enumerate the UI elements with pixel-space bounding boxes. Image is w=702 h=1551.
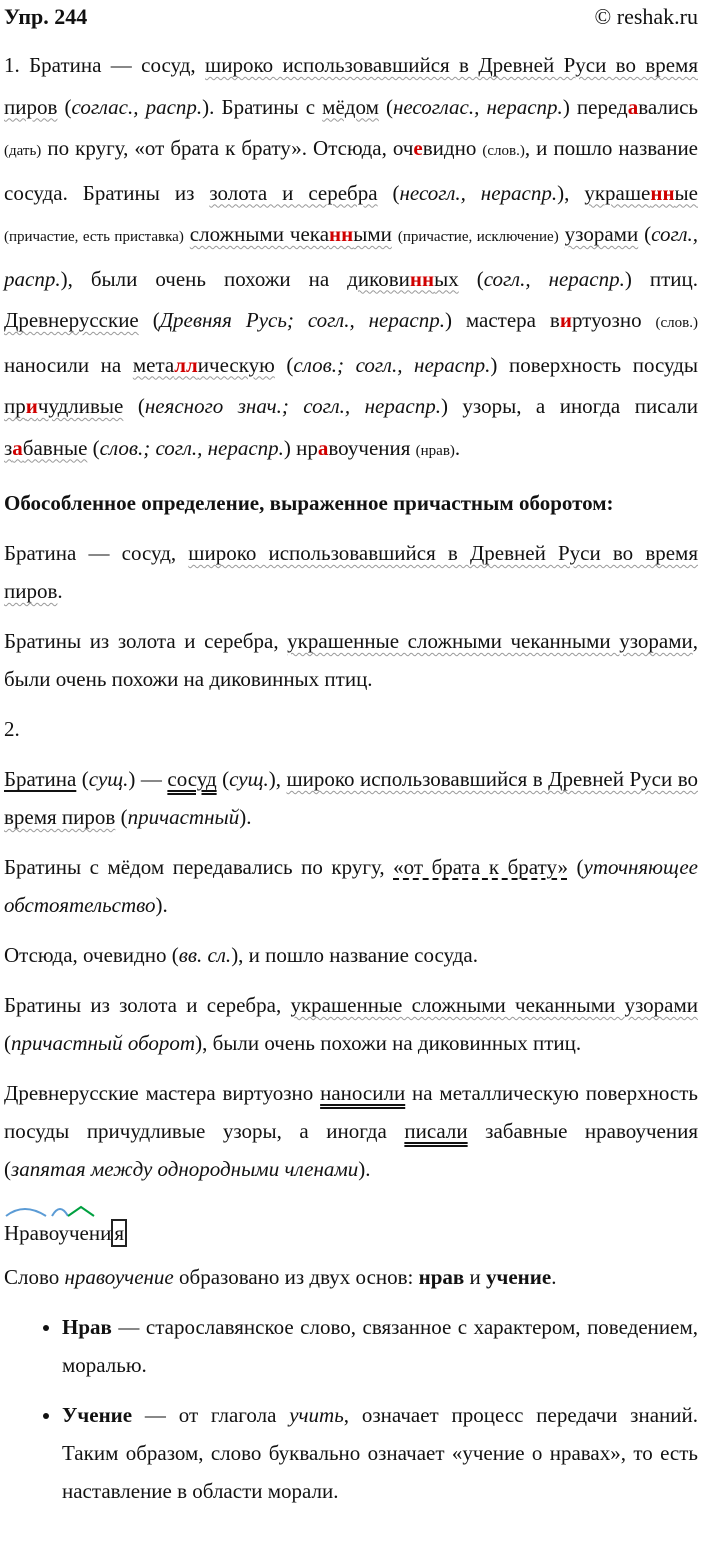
grammar-note: Древняя Русь; согл., нераспр. xyxy=(159,308,445,332)
text-segment: дикови xyxy=(347,266,410,291)
text-segment: ( xyxy=(115,805,128,829)
text-segment: «от брата к брату» xyxy=(393,855,568,879)
text-segment: (причастие, есть приставка) xyxy=(4,229,184,245)
text-segment: ), xyxy=(557,180,585,205)
grammar-note: несоглас., нераспр. xyxy=(392,94,563,119)
grammar-note: уточняющее обстоятельство xyxy=(4,855,698,917)
highlighted-letter: и xyxy=(559,308,572,332)
text-segment: , и пошло название сосуда. Братины из xyxy=(4,136,699,205)
text-segment: писали xyxy=(404,1119,468,1143)
grammar-note: несогл., нераспр. xyxy=(399,180,558,205)
paragraph xyxy=(4,622,698,698)
text-segment: , были очень похожи на диковинных птиц. xyxy=(4,629,699,691)
text-segment: образовано из двух основ: xyxy=(173,1265,419,1289)
grammar-note: согл., распр. xyxy=(4,222,699,291)
text-segment: ( xyxy=(87,435,100,460)
grammar-note: сущ. xyxy=(229,767,269,791)
grammar-note: слов.; согл., нераспр. xyxy=(99,435,284,460)
text-segment: ( xyxy=(638,222,652,246)
text-segment: узорами xyxy=(564,222,639,246)
text-segment: сложными чека xyxy=(189,222,330,246)
text-segment: ( xyxy=(76,767,89,791)
text-segment: ( xyxy=(377,180,400,205)
paragraph xyxy=(4,45,698,472)
text-segment: и xyxy=(464,1265,487,1289)
text-segment: — старославянское слово, связанное с характером, поведением, моралью. xyxy=(62,1315,698,1377)
morpheme-analysis xyxy=(4,1218,127,1248)
paragraph xyxy=(4,986,698,1062)
text-segment: 2. xyxy=(4,717,20,741)
grammar-note: нравоучение xyxy=(64,1265,174,1289)
text-segment: по кругу, «от брата к брату». Отсюда, оч xyxy=(41,136,414,160)
text-segment: ( xyxy=(378,94,393,119)
text-segment: ыми xyxy=(353,222,392,246)
text-segment: ) нр xyxy=(283,435,318,460)
highlighted-letter: нн xyxy=(650,180,675,205)
highlighted-letter: е xyxy=(413,136,423,160)
highlighted-letter: а xyxy=(12,435,23,460)
text-segment: украше xyxy=(584,180,651,205)
grammar-note: неясного знач.; согл., нераспр. xyxy=(144,394,441,418)
text-segment: наносили на xyxy=(4,352,133,377)
text-segment: Слово xyxy=(4,1265,65,1289)
text-segment: золота и серебра xyxy=(209,180,378,205)
highlighted-letter: а xyxy=(317,435,329,460)
morpheme-marks-icon xyxy=(4,1200,144,1222)
paragraph xyxy=(4,848,698,924)
text-segment: (нрав) xyxy=(415,442,455,459)
text-segment: ртуозно xyxy=(571,308,656,332)
text-segment: ). Братины с xyxy=(202,94,323,119)
highlighted-letter: нн xyxy=(329,222,354,246)
highlighted-letter: нн xyxy=(409,266,435,291)
text-segment: ) узоры, а иногда писали xyxy=(440,394,698,418)
text-segment: ( xyxy=(458,266,484,291)
text-segment: Братины с мёдом передавались по кругу, xyxy=(4,855,394,879)
paragraph xyxy=(4,534,698,610)
text-segment: широко использовавшийся в Древней Руси во время пиров xyxy=(4,541,699,603)
text-segment: (дать) xyxy=(4,143,42,159)
text-segment: ), были очень похожи на xyxy=(60,266,348,291)
text-segment: (слов.) xyxy=(655,315,698,331)
paragraph xyxy=(4,710,698,748)
text-segment: ), xyxy=(268,767,287,791)
grammar-note: сущ. xyxy=(88,767,129,791)
list-item xyxy=(62,1308,698,1384)
morpheme-stem: Нравоучени xyxy=(4,1221,112,1245)
text-segment: Братина — сосуд, xyxy=(4,541,189,565)
paragraph xyxy=(4,936,698,974)
text-segment: широко использовавшийся в Древней Руси во время пиров xyxy=(4,767,698,829)
text-segment: ) мастера в xyxy=(444,308,560,332)
text-segment: , означает процесс передачи знаний. Таким образом, слово буквально означает «учение о нравах», то есть наставление в области морали. xyxy=(62,1403,698,1503)
grammar-note: учить xyxy=(289,1403,344,1427)
text-segment: ическую xyxy=(197,352,275,377)
text-segment: ), и пошло название сосуда. xyxy=(231,943,478,967)
text-segment: — от глагола xyxy=(132,1403,290,1427)
text-segment: Учение xyxy=(62,1403,133,1427)
grammar-note: запятая между однородными членами xyxy=(11,1157,359,1181)
highlighted-letter: а xyxy=(627,94,639,119)
text-segment: . xyxy=(454,435,461,460)
text-segment: Братина xyxy=(4,767,77,791)
text-segment: . xyxy=(551,1265,557,1289)
conclusion-paragraph xyxy=(4,1258,698,1296)
text-segment: ), были очень похожи на диковинных птиц. xyxy=(195,1031,582,1055)
text-segment: широко использовавшийся в Древней Руси во время пиров xyxy=(4,53,698,119)
text-segment: Нрав xyxy=(62,1315,112,1339)
text-segment: (причастие, исключение) xyxy=(397,229,559,245)
grammar-note: причастный оборот xyxy=(11,1031,196,1055)
exercise-body xyxy=(4,45,698,1188)
word-parts-list xyxy=(4,1308,698,1510)
text-segment: украшенные сложными чеканными узорами xyxy=(287,629,693,653)
text-segment: чудливые xyxy=(37,394,124,418)
text-segment: ( xyxy=(274,352,294,377)
highlighted-letter: и xyxy=(25,394,38,418)
morpheme-ending: я xyxy=(111,1219,127,1247)
text-segment: на металлическую поверхность посуды причудливые узоры, а иногда xyxy=(4,1081,698,1143)
text-segment: ) перед xyxy=(562,94,628,119)
text-segment: . xyxy=(57,579,63,603)
text-segment: воучения xyxy=(328,435,416,460)
text-segment: ( xyxy=(57,94,72,119)
text-segment: забавные нравоучения ( xyxy=(4,1119,698,1181)
text-segment: нрав xyxy=(418,1265,465,1289)
highlighted-letter: лл xyxy=(174,352,198,377)
text-segment: ых xyxy=(434,266,459,291)
text-segment: видно xyxy=(422,136,483,160)
text-segment: Обособленное определение, выраженное причастным оборотом: xyxy=(4,491,614,515)
text-segment: ). xyxy=(155,893,168,917)
text-segment: украшенные сложными чеканными узорами xyxy=(290,993,699,1017)
text-segment: ) — xyxy=(128,767,168,791)
text-segment: 1. Братина — сосуд, xyxy=(4,53,206,77)
text-segment: ( xyxy=(138,308,160,332)
site-credit: © reshak.ru xyxy=(594,4,698,29)
text-segment: ые xyxy=(674,180,698,205)
grammar-note: вв. сл. xyxy=(178,943,232,967)
grammar-note: соглас., распр. xyxy=(71,94,203,119)
text-segment: Братины из золота и серебра, xyxy=(4,629,288,653)
list-item xyxy=(62,1396,698,1510)
grammar-note: слов.; согл., нераспр. xyxy=(293,352,491,377)
text-segment: з xyxy=(4,435,13,460)
exercise-title: Упр. 244 xyxy=(4,4,88,29)
text-segment: сосуд xyxy=(167,767,217,791)
text-segment: мета xyxy=(132,352,175,377)
text-segment: ) поверхность посуды xyxy=(490,352,698,377)
text-segment: наносили xyxy=(320,1081,406,1105)
text-segment: мёдом xyxy=(322,94,379,119)
text-segment: ). xyxy=(239,805,252,829)
text-segment: пр xyxy=(4,394,26,418)
grammar-note: согл., нераспр. xyxy=(483,266,625,291)
text-segment: ( xyxy=(216,767,230,791)
text-segment: ) птиц. xyxy=(624,266,699,291)
text-segment: Братины из золота и серебра, xyxy=(4,993,291,1017)
text-segment: Древнерусские мастера виртуозно xyxy=(4,1081,321,1105)
page-header xyxy=(4,0,698,40)
section-heading xyxy=(4,484,698,522)
text-segment: (слов.) xyxy=(482,143,525,159)
text-segment: ( xyxy=(4,1031,11,1055)
text-segment: вались xyxy=(638,94,698,119)
text-segment: Отсюда, очевидно ( xyxy=(4,943,179,967)
grammar-note: причастный xyxy=(127,805,240,829)
text-segment: ( xyxy=(567,855,584,879)
text-segment: ( xyxy=(123,394,145,418)
paragraph xyxy=(4,760,698,836)
text-segment: Древнерусские xyxy=(4,308,139,332)
text-segment: бавные xyxy=(22,435,88,460)
text-segment: ). xyxy=(358,1157,371,1181)
paragraph xyxy=(4,1074,698,1188)
text-segment: учение xyxy=(486,1265,552,1289)
